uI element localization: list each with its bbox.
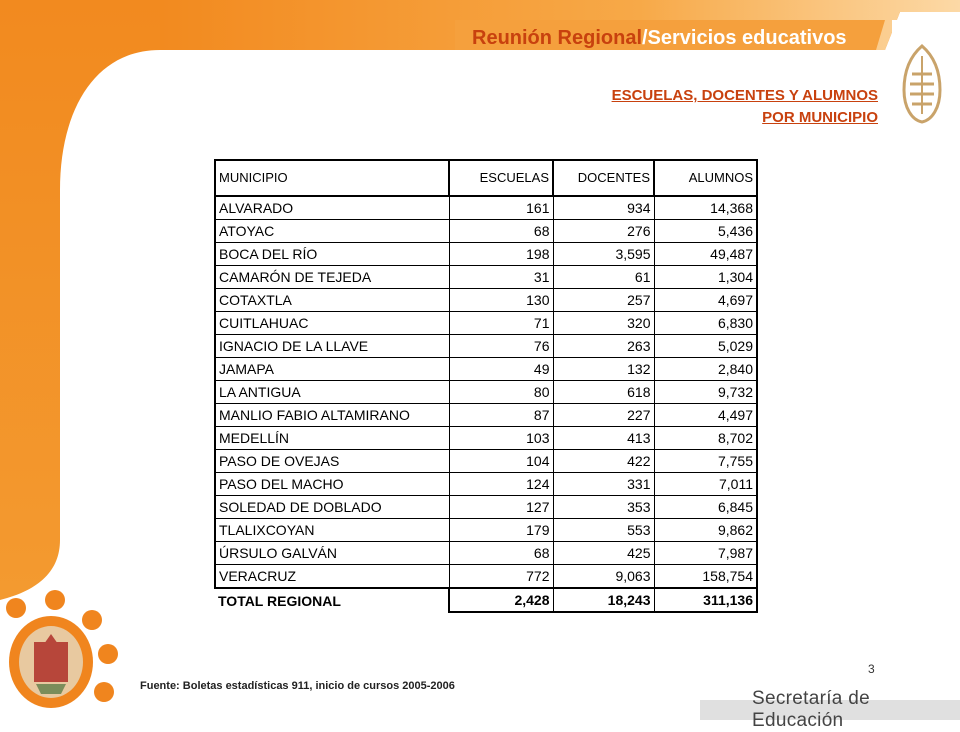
cell-escuelas: 71	[449, 312, 553, 335]
cell-municipio: LA ANTIGUA	[215, 381, 449, 404]
header-title-part2: /Servicios educativos	[642, 27, 847, 49]
table-row	[215, 542, 757, 565]
cell-escuelas: 76	[449, 335, 553, 358]
cell-docentes: 331	[553, 473, 654, 496]
cell-docentes: 276	[553, 220, 654, 243]
municipio-table	[214, 159, 758, 613]
table-row	[215, 427, 757, 450]
cell-escuelas: 103	[449, 427, 553, 450]
cell-escuelas: 80	[449, 381, 553, 404]
cell-municipio: CUITLAHUAC	[215, 312, 449, 335]
cell-docentes: 422	[553, 450, 654, 473]
table-row	[215, 381, 757, 404]
cell-alumnos: 7,011	[654, 473, 757, 496]
cell-alumnos: 9,862	[654, 519, 757, 542]
cell-escuelas: 772	[449, 565, 553, 589]
brand-name: Secretaría de Educación	[752, 688, 870, 731]
cell-alumnos: 6,830	[654, 312, 757, 335]
cell-municipio: ÚRSULO GALVÁN	[215, 542, 449, 565]
cell-docentes: 263	[553, 335, 654, 358]
cell-docentes: 618	[553, 381, 654, 404]
cell-escuelas: 31	[449, 266, 553, 289]
cell-escuelas: 87	[449, 404, 553, 427]
cell-municipio: MEDELLÍN	[215, 427, 449, 450]
table-body	[215, 196, 757, 588]
total-alumnos: 311,136	[654, 588, 757, 612]
cell-municipio: ALVARADO	[215, 196, 449, 220]
cell-docentes: 320	[553, 312, 654, 335]
cell-docentes: 9,063	[553, 565, 654, 589]
cell-escuelas: 68	[449, 220, 553, 243]
cell-alumnos: 7,987	[654, 542, 757, 565]
total-row	[215, 588, 757, 612]
cell-docentes: 353	[553, 496, 654, 519]
cell-docentes: 61	[553, 266, 654, 289]
cell-alumnos: 2,840	[654, 358, 757, 381]
cell-docentes: 227	[553, 404, 654, 427]
page-number: 3	[868, 662, 875, 676]
table-row	[215, 196, 757, 220]
cell-municipio: PASO DE OVEJAS	[215, 450, 449, 473]
cell-escuelas: 49	[449, 358, 553, 381]
cell-docentes: 413	[553, 427, 654, 450]
cell-escuelas: 104	[449, 450, 553, 473]
cell-municipio: MANLIO FABIO ALTAMIRANO	[215, 404, 449, 427]
cell-alumnos: 14,368	[654, 196, 757, 220]
cell-municipio: VERACRUZ	[215, 565, 449, 589]
table-row	[215, 358, 757, 381]
cell-escuelas: 68	[449, 542, 553, 565]
table-row	[215, 473, 757, 496]
cell-municipio: BOCA DEL RÍO	[215, 243, 449, 266]
table-row	[215, 312, 757, 335]
total-docentes: 18,243	[553, 588, 654, 612]
table-row	[215, 335, 757, 358]
cell-escuelas: 124	[449, 473, 553, 496]
cell-municipio: PASO DEL MACHO	[215, 473, 449, 496]
cell-escuelas: 130	[449, 289, 553, 312]
cell-municipio: ATOYAC	[215, 220, 449, 243]
table-header-row	[215, 160, 757, 196]
cell-alumnos: 158,754	[654, 565, 757, 589]
column-header-alumnos: ALUMNOS	[654, 160, 757, 196]
table-row	[215, 496, 757, 519]
cell-municipio: IGNACIO DE LA LLAVE	[215, 335, 449, 358]
cell-alumnos: 5,436	[654, 220, 757, 243]
column-header-escuelas: ESCUELAS	[449, 160, 553, 196]
cell-municipio: SOLEDAD DE DOBLADO	[215, 496, 449, 519]
cell-alumnos: 8,702	[654, 427, 757, 450]
source-footnote: Fuente: Boletas estadísticas 911, inicio de cursos 2005-2006	[140, 680, 455, 692]
table-row	[215, 519, 757, 542]
column-header-docentes: DOCENTES	[553, 160, 654, 196]
section-subtitle	[612, 85, 878, 129]
cell-alumnos: 1,304	[654, 266, 757, 289]
subtitle-line2: POR MUNICIPIO	[762, 109, 878, 126]
table-row	[215, 289, 757, 312]
total-escuelas: 2,428	[449, 588, 553, 612]
cell-alumnos: 49,487	[654, 243, 757, 266]
cell-alumnos: 9,732	[654, 381, 757, 404]
cell-alumnos: 4,697	[654, 289, 757, 312]
cell-alumnos: 4,497	[654, 404, 757, 427]
table-row	[215, 404, 757, 427]
table-row	[215, 220, 757, 243]
secretaria-logo-icon	[900, 44, 944, 124]
header-title	[472, 27, 847, 50]
cell-escuelas: 198	[449, 243, 553, 266]
cell-docentes: 3,595	[553, 243, 654, 266]
column-header-municipio: MUNICIPIO	[215, 160, 449, 196]
cell-docentes: 425	[553, 542, 654, 565]
total-label: TOTAL REGIONAL	[218, 592, 341, 609]
table-row	[215, 243, 757, 266]
cell-municipio: COTAXTLA	[215, 289, 449, 312]
cell-docentes: 132	[553, 358, 654, 381]
cell-docentes: 553	[553, 519, 654, 542]
header-title-part1: Reunión Regional	[472, 27, 642, 49]
cell-docentes: 934	[553, 196, 654, 220]
cell-alumnos: 5,029	[654, 335, 757, 358]
cell-escuelas: 179	[449, 519, 553, 542]
table-row	[215, 266, 757, 289]
cell-escuelas: 161	[449, 196, 553, 220]
cell-municipio: TLALIXCOYAN	[215, 519, 449, 542]
veracruz-seal-icon	[6, 614, 96, 710]
table-row	[215, 450, 757, 473]
cell-municipio: CAMARÓN DE TEJEDA	[215, 266, 449, 289]
cell-escuelas: 127	[449, 496, 553, 519]
cell-municipio: JAMAPA	[215, 358, 449, 381]
cell-alumnos: 7,755	[654, 450, 757, 473]
subtitle-line1: ESCUELAS, DOCENTES Y ALUMNOS	[611, 87, 878, 104]
cell-docentes: 257	[553, 289, 654, 312]
table-row	[215, 565, 757, 589]
cell-alumnos: 6,845	[654, 496, 757, 519]
